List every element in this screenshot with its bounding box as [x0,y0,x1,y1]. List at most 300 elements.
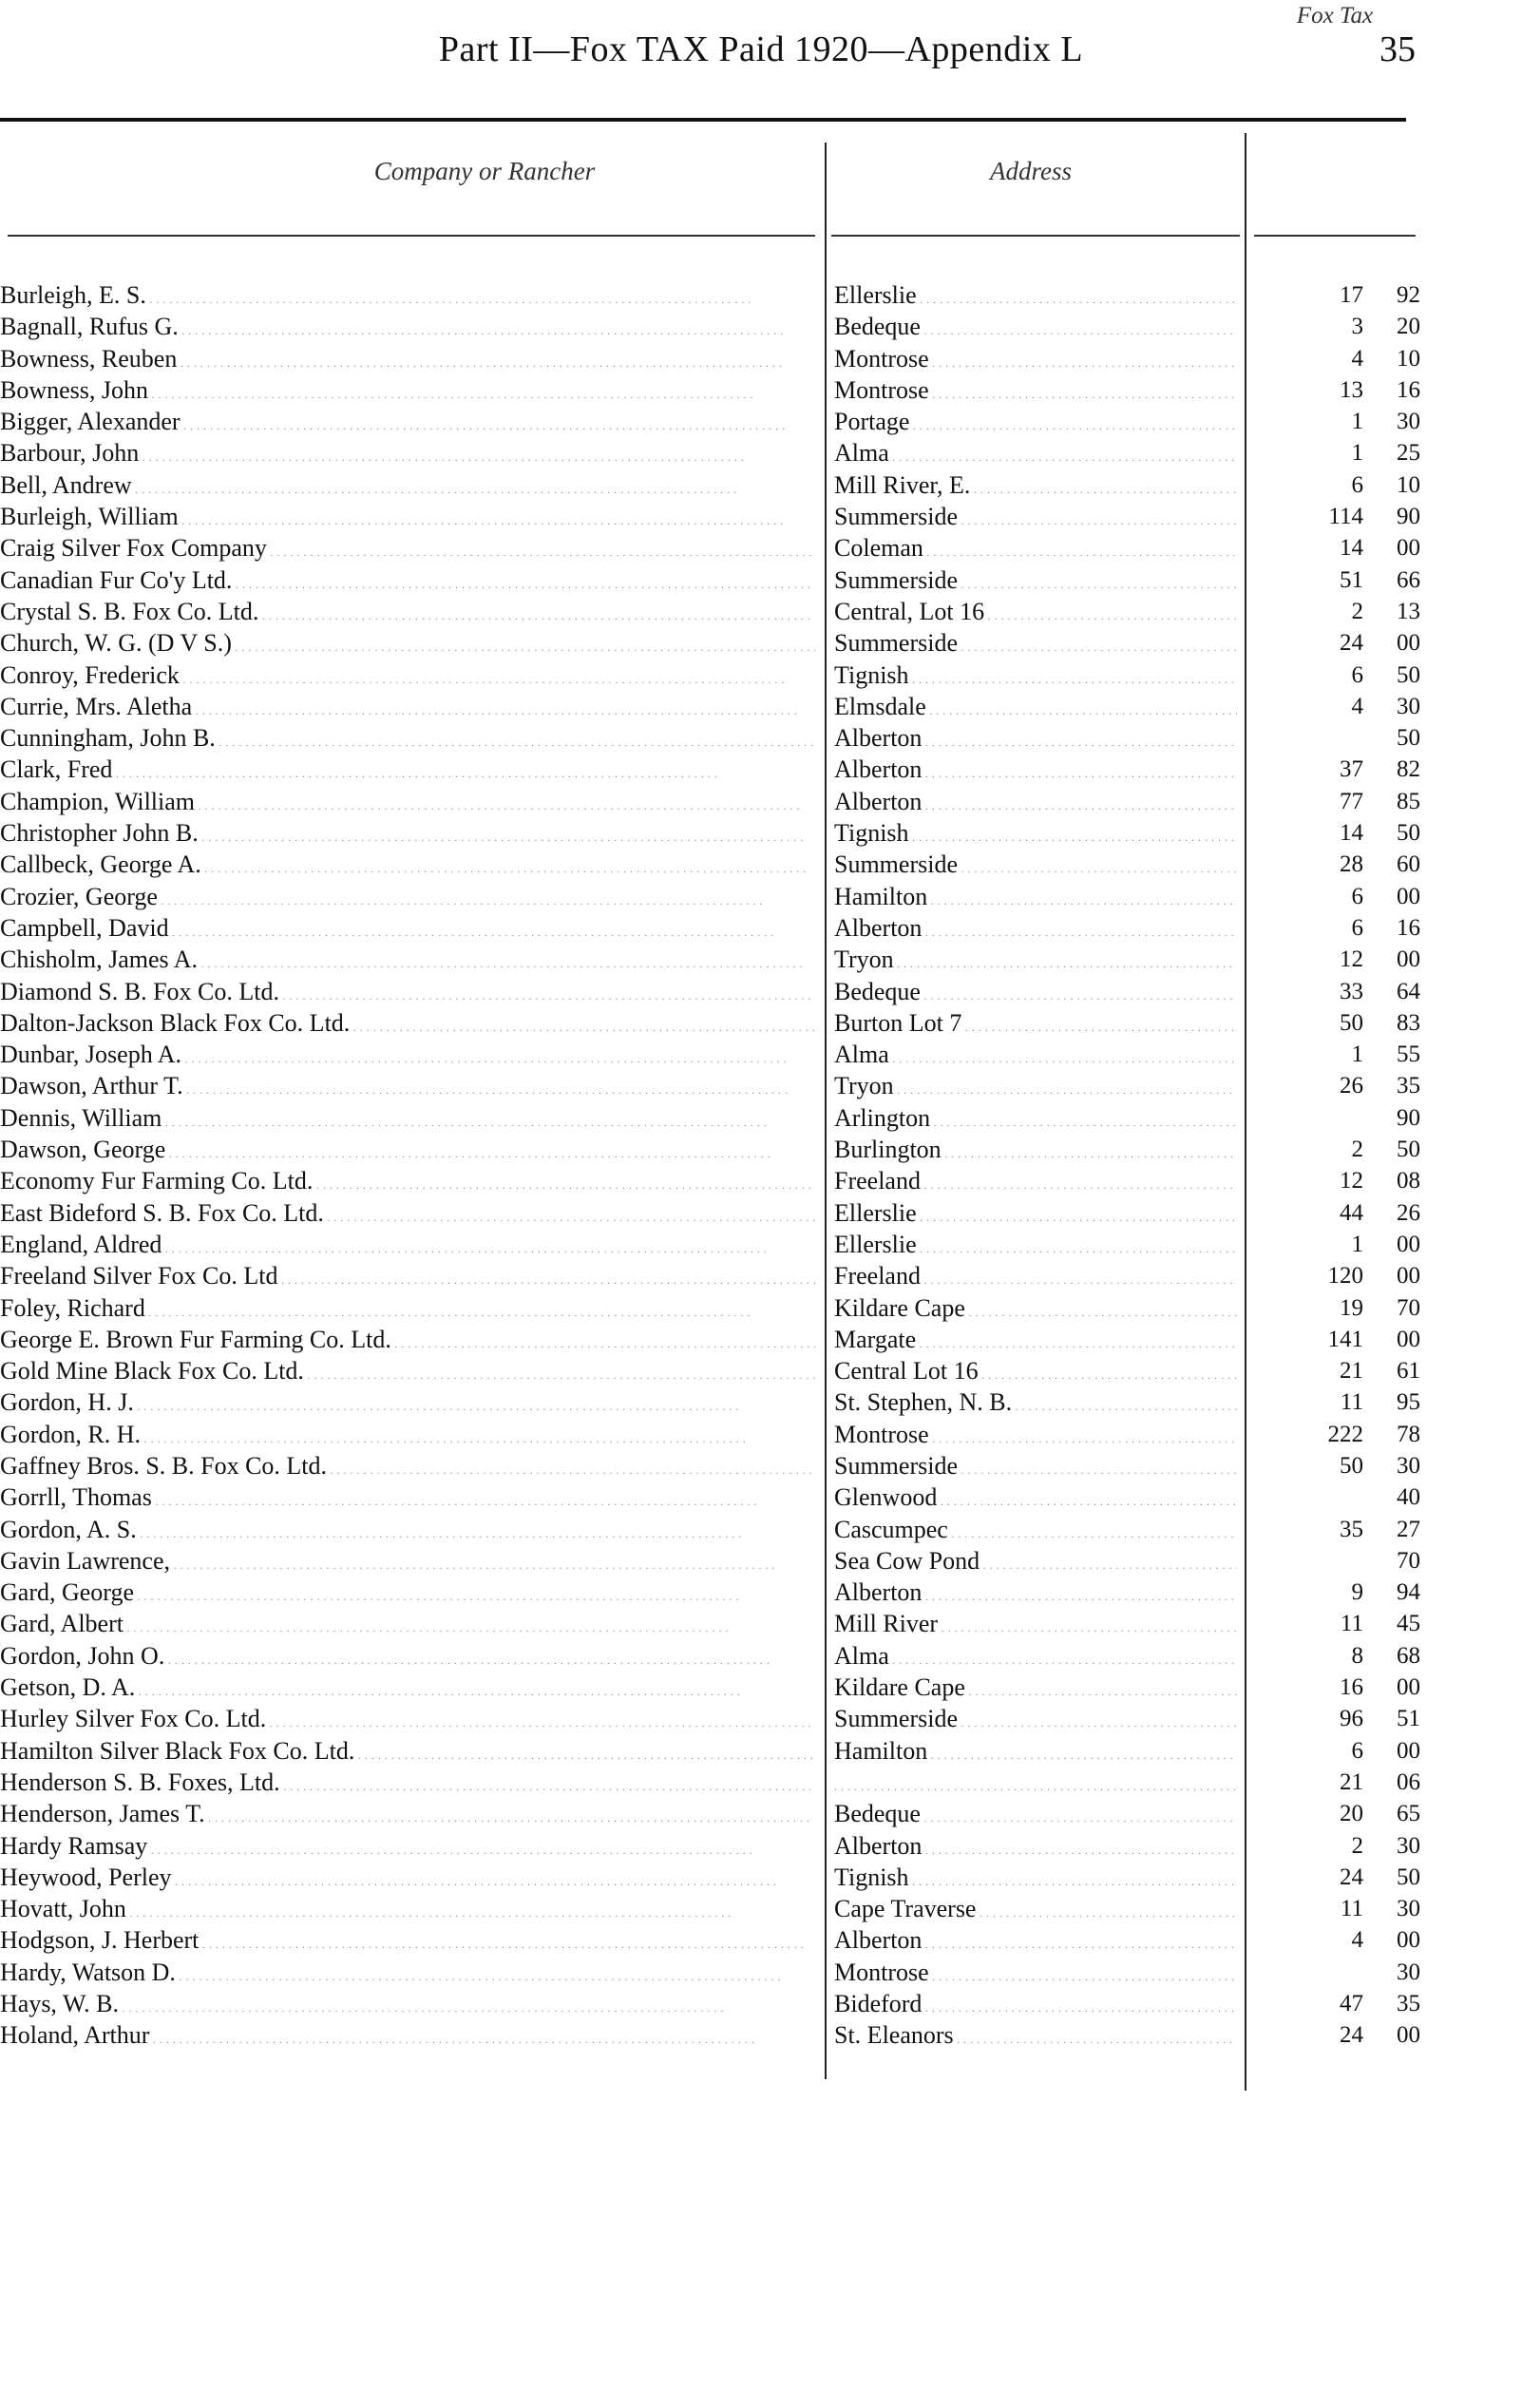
fox-tax-amount [1264,469,1420,501]
tax-cents: 45 [1397,1611,1420,1637]
rancher-address: Ellerslie . . . [834,1197,1237,1233]
tax-dollars: 6 [1351,661,1363,688]
fox-tax-amount [1264,722,1420,754]
rancher-address: Tryon . . . [834,944,1237,980]
table-row [0,1893,1522,1924]
table-row [0,881,1522,912]
tax-cents: 51 [1397,1706,1420,1732]
fox-tax-amount [1264,406,1420,437]
tax-cents: 00 [1397,1674,1420,1701]
fox-tax-amount [1264,374,1420,406]
fox-tax-amount [1264,944,1420,975]
tax-cents: 16 [1397,376,1420,403]
rancher-name: England, Aldred . . . [0,1229,815,1265]
fox-tax-amount [1264,1165,1420,1196]
tax-dollars: 6 [1351,883,1363,909]
rancher-address: Ellerslie . . . [834,1229,1237,1265]
rancher-address: Bedeque . . . [834,1798,1237,1834]
tax-cents: 61 [1397,1358,1420,1385]
fox-tax-amount [1264,1197,1420,1229]
rancher-name: Dawson, George . . . [0,1134,815,1170]
tax-dollars: 6 [1351,914,1363,941]
table-row [0,1070,1522,1101]
fox-tax-amount [1264,659,1420,691]
tax-cents: 60 [1397,851,1420,878]
fox-tax-amount [1264,1545,1420,1577]
tax-cents: 90 [1397,504,1420,530]
table-row [0,1640,1522,1672]
fox-tax-amount [1264,1386,1420,1418]
fox-tax-amount [1264,1039,1420,1070]
rancher-address: Tignish . . . [834,1862,1237,1898]
tax-dollars: 13 [1340,376,1363,403]
tax-dollars: 24 [1340,1863,1363,1890]
table-row [0,1514,1522,1545]
tax-dollars: 1 [1351,1231,1363,1257]
fox-tax-amount [1264,1324,1420,1355]
table-row [0,1386,1522,1418]
rancher-name: Hamilton Silver Black Fox Co. Ltd. . . . [0,1735,815,1771]
tax-cents: 30 [1397,1959,1420,1985]
fox-tax-amount [1264,1292,1420,1324]
rancher-address: Burlington . . . [834,1134,1237,1170]
table-row [0,343,1522,374]
rancher-address: Margate . . . [834,1324,1237,1360]
table-row [0,1798,1522,1829]
rancher-address: Tignish . . . [834,817,1237,853]
tax-dollars: 6 [1351,471,1363,498]
table-row [0,2019,1522,2051]
tax-cents: 65 [1397,1801,1420,1827]
fox-tax-amount [1264,279,1420,311]
table-row [0,437,1522,468]
rancher-name: Hovatt, John . . . [0,1893,815,1929]
tax-cents: 50 [1397,1137,1420,1163]
tax-dollars: 11 [1340,1389,1363,1416]
table-row [0,469,1522,501]
rancher-address: Mill River . . . [834,1608,1237,1644]
column-underline-address [831,235,1240,237]
tax-dollars: 17 [1340,282,1363,308]
rancher-name: Bagnall, Rufus G. . . . [0,311,815,347]
rancher-address: Montrose . . . [834,343,1237,379]
tax-dollars: 4 [1351,345,1363,372]
rancher-address: St. Eleanors . . . [834,2019,1237,2055]
rancher-name: Holand, Arthur . . . [0,2019,815,2055]
tax-cents: 83 [1397,1009,1420,1036]
rancher-address: Summerside . . . [834,501,1237,537]
header-rule [0,118,1406,122]
rancher-name: Craig Silver Fox Company . . . [0,532,815,568]
table-row [0,912,1522,944]
tax-cents: 30 [1397,1452,1420,1479]
table-row [0,1703,1522,1734]
fox-tax-amount [1264,912,1420,944]
fox-tax-amount [1264,1988,1420,2019]
table-row [0,1830,1522,1862]
rancher-name: Champion, William . . . [0,786,815,822]
tax-dollars: 2 [1351,1832,1363,1859]
tax-cents: 16 [1397,914,1420,941]
table-row [0,627,1522,659]
tax-cents: 10 [1397,345,1420,372]
rancher-name: Economy Fur Farming Co. Ltd. . . . [0,1165,815,1201]
table-row [0,1988,1522,2019]
rancher-name: Gordon, H. J. . . . [0,1386,815,1423]
rancher-address: Central, Lot 16 . . . [834,596,1237,632]
table-row [0,1260,1522,1291]
table-row [0,374,1522,406]
tax-cents: 94 [1397,1579,1420,1606]
tax-dollars: 37 [1340,756,1363,783]
table-row [0,786,1522,817]
tax-cents: 00 [1397,535,1420,562]
rancher-name: Clark, Fred . . . [0,754,815,790]
table-row [0,1735,1522,1767]
rancher-name: Hardy, Watson D. . . . [0,1957,815,1993]
tax-dollars: 12 [1340,1168,1363,1194]
tax-dollars: 4 [1351,693,1363,719]
rancher-address: Coleman . . . [834,532,1237,568]
rancher-address: Alma . . . [834,1039,1237,1075]
table-row [0,1419,1522,1450]
tax-cents: 90 [1397,1104,1420,1131]
tax-cents: 26 [1397,1199,1420,1226]
table-row [0,501,1522,532]
table-row [0,1197,1522,1229]
fox-tax-amount [1264,343,1420,374]
rancher-name: East Bideford S. B. Fox Co. Ltd. . . . [0,1197,815,1233]
rancher-name: Bowness, Reuben . . . [0,343,815,379]
table-row [0,1767,1522,1798]
table-row [0,1608,1522,1639]
fox-tax-amount [1264,1640,1420,1672]
table-row [0,1577,1522,1608]
tax-cents: 30 [1397,409,1420,435]
table-row [0,1007,1522,1039]
tax-cents: 25 [1397,440,1420,467]
column-header-company: Company or Rancher [373,157,596,185]
rancher-name: Crystal S. B. Fox Co. Ltd. . . . [0,596,815,632]
tax-dollars: 47 [1340,1991,1363,2017]
fox-tax-amount [1264,1767,1420,1798]
tax-dollars: 77 [1340,788,1363,814]
tax-cents: 00 [1397,883,1420,909]
rancher-address: Alma . . . [834,437,1237,473]
rancher-name: Getson, D. A. . . . [0,1672,815,1708]
tax-dollars: 44 [1340,1199,1363,1226]
table-row [0,659,1522,691]
rancher-name: Henderson S. B. Foxes, Ltd. . . . [0,1767,815,1803]
tax-dollars: 35 [1340,1516,1363,1542]
table-row [0,1165,1522,1196]
fox-tax-amount [1264,564,1420,596]
rancher-address: Alberton . . . [834,722,1237,758]
rancher-name: Currie, Mrs. Aletha . . . [0,691,815,727]
tax-cents: 20 [1397,314,1420,340]
rancher-address: Glenwood . . . [834,1481,1237,1518]
tax-dollars: 24 [1340,2022,1363,2049]
tax-cents: 00 [1397,946,1420,973]
fox-tax-amount [1264,1798,1420,1829]
fox-tax-amount [1264,754,1420,785]
rancher-address: Kildare Cape . . . [834,1292,1237,1328]
rancher-name: Gold Mine Black Fox Co. Ltd. . . . [0,1355,815,1391]
rancher-name: Dalton-Jackson Black Fox Co. Ltd. . . . [0,1007,815,1043]
table-row [0,311,1522,342]
fox-tax-amount [1264,1957,1420,1988]
tax-cents: 50 [1397,820,1420,847]
table-row [0,754,1522,785]
rancher-address: Alberton . . . [834,1577,1237,1613]
tax-cents: 08 [1397,1168,1420,1194]
tax-cents: 10 [1397,471,1420,498]
tax-dollars: 28 [1340,851,1363,878]
tax-cents: 50 [1397,661,1420,688]
tax-dollars: 141 [1327,1326,1363,1352]
fox-tax-amount [1264,1450,1420,1481]
rancher-address: Burton Lot 7 . . . [834,1007,1237,1043]
rancher-name: Gordon, R. H. . . . [0,1419,815,1455]
tax-dollars: 222 [1327,1421,1363,1447]
rancher-address: Summerside . . . [834,1703,1237,1739]
rancher-name: Canadian Fur Co'y Ltd. . . . [0,564,815,601]
fox-tax-amount [1264,311,1420,342]
tax-cents: 64 [1397,978,1420,1004]
fox-tax-amount [1264,1229,1420,1260]
tax-dollars: 21 [1340,1768,1363,1795]
fox-tax-amount [1264,976,1420,1007]
table-row [0,1450,1522,1481]
fox-tax-amount [1264,1608,1420,1639]
table-row [0,1229,1522,1260]
tax-cents: 35 [1397,1991,1420,2017]
fox-tax-amount [1264,786,1420,817]
rancher-name: Bigger, Alexander . . . [0,406,815,442]
rancher-address: Tignish . . . [834,659,1237,696]
tax-dollars: 20 [1340,1801,1363,1827]
fox-tax-amount [1264,437,1420,468]
tax-dollars: 96 [1340,1706,1363,1732]
rancher-name: Gavin Lawrence, . . . [0,1545,815,1581]
rancher-name: Hodgson, J. Herbert . . . [0,1924,815,1960]
table-row [0,1924,1522,1956]
tax-dollars: 14 [1340,535,1363,562]
table-row [0,1292,1522,1324]
rancher-name: Freeland Silver Fox Co. Ltd . . . [0,1260,815,1296]
rancher-address: Kildare Cape . . . [834,1672,1237,1708]
rancher-name: Gordon, John O. . . . [0,1640,815,1676]
rancher-name: Burleigh, E. S. . . . [0,279,815,315]
fox-tax-amount [1264,881,1420,912]
fox-tax-amount [1264,1070,1420,1101]
fox-tax-amount [1264,817,1420,849]
tax-dollars: 50 [1340,1009,1363,1036]
rancher-address: Summerside . . . [834,564,1237,601]
rancher-address: Montrose . . . [834,1957,1237,1993]
tax-dollars: 50 [1340,1452,1363,1479]
fox-tax-amount [1264,627,1420,659]
tax-cents: 85 [1397,788,1420,814]
rancher-name: Church, W. G. (D V S.) . . . [0,627,815,663]
rancher-address: Bedeque . . . [834,311,1237,347]
fox-tax-amount [1264,1007,1420,1039]
column-underline-tax [1254,235,1416,237]
fox-tax-amount [1264,596,1420,627]
rancher-address: Arlington . . . [834,1102,1237,1138]
rancher-name: Hardy Ramsay . . . [0,1830,815,1866]
fox-tax-amount [1264,849,1420,880]
rancher-name: Dawson, Arthur T. . . . [0,1070,815,1106]
rancher-name: Conroy, Frederick . . . [0,659,815,696]
rancher-name: Burleigh, William . . . [0,501,815,537]
tax-cents: 55 [1397,1042,1420,1068]
table-row [0,1134,1522,1165]
rancher-address: Summerside . . . [834,1450,1237,1486]
rancher-address: Alberton . . . [834,1830,1237,1866]
tax-cents: 00 [1397,1927,1420,1954]
table-row [0,691,1522,722]
rancher-name: Bell, Andrew . . . [0,469,815,506]
rancher-address: Ellerslie . . . [834,279,1237,315]
table-row [0,1957,1522,1988]
tax-dollars: 1 [1351,1042,1363,1068]
table-row [0,1324,1522,1355]
fox-tax-amount [1264,1481,1420,1513]
table-row [0,944,1522,975]
tax-dollars: 2 [1351,1137,1363,1163]
rancher-name: Hays, W. B. . . . [0,1988,815,2024]
fox-tax-amount [1264,532,1420,564]
tax-cents: 30 [1397,1896,1420,1922]
fox-tax-amount [1264,501,1420,532]
table-row [0,1039,1522,1070]
rancher-address: Portage . . . [834,406,1237,442]
rancher-address: Freeland . . . [834,1165,1237,1201]
rancher-name: Barbour, John . . . [0,437,815,473]
rancher-address: Freeland . . . [834,1260,1237,1296]
rancher-address: St. Stephen, N. B. . . . [834,1386,1237,1423]
rancher-address: Cape Traverse . . . [834,1893,1237,1929]
rancher-address: Alma . . . [834,1640,1237,1676]
rancher-address: Alberton . . . [834,786,1237,822]
table-row [0,596,1522,627]
table-row [0,1862,1522,1893]
tax-cents: 95 [1397,1389,1420,1416]
rancher-address: Bideford . . . [834,1988,1237,2024]
tax-cents: 35 [1397,1073,1420,1099]
fox-tax-amount [1264,1514,1420,1545]
tax-dollars: 16 [1340,1674,1363,1701]
rancher-address: Mill River, E. . . . [834,469,1237,506]
tax-cents: 30 [1397,693,1420,719]
table-row [0,976,1522,1007]
table-row [0,1481,1522,1513]
rancher-name: Gordon, A. S. . . . [0,1514,815,1550]
tax-cents: 00 [1397,1231,1420,1257]
rancher-name: George E. Brown Fur Farming Co. Ltd. . . . [0,1324,815,1360]
tax-cents: 00 [1397,1737,1420,1764]
tax-cents: 13 [1397,598,1420,624]
page-title: Part II—Fox TAX Paid 1920—Appendix L [438,29,1084,69]
tax-cents: 92 [1397,282,1420,308]
table-row [0,1355,1522,1386]
fox-tax-amount [1264,1703,1420,1734]
tax-cents: 27 [1397,1516,1420,1542]
tax-dollars: 1 [1351,440,1363,467]
tax-dollars: 120 [1327,1263,1363,1290]
rancher-address: Summerside . . . [834,627,1237,663]
tax-dollars: 11 [1340,1611,1363,1637]
rancher-name: Gard, George . . . [0,1577,815,1613]
rancher-address: Alberton . . . [834,1924,1237,1960]
column-underline-company [8,235,815,237]
rancher-address: Montrose . . . [834,374,1237,411]
rancher-address: Cascumpec . . . [834,1514,1237,1550]
rancher-address [834,1767,1237,1803]
rancher-name: Diamond S. B. Fox Co. Ltd. . . . [0,976,815,1012]
table-row [0,722,1522,754]
tax-dollars: 12 [1340,946,1363,973]
rancher-name: Dunbar, Joseph A. . . . [0,1039,815,1075]
rancher-name: Gaffney Bros. S. B. Fox Co. Ltd. . . . [0,1450,815,1486]
rancher-address: Central Lot 16 . . . [834,1355,1237,1391]
tax-dollars: 114 [1328,504,1363,530]
tax-dollars: 3 [1351,314,1363,340]
fox-tax-amount [1264,1102,1420,1134]
tax-cents: 06 [1397,1768,1420,1795]
tax-cents: 00 [1397,630,1420,657]
table-row [0,817,1522,849]
fox-tax-amount [1264,1577,1420,1608]
rancher-name: Gard, Albert . . . [0,1608,815,1644]
rancher-address: Montrose . . . [834,1419,1237,1455]
table-row [0,564,1522,596]
tax-cents: 00 [1397,1326,1420,1352]
fox-tax-amount [1264,1830,1420,1862]
rancher-name: Callbeck, George A. . . . [0,849,815,885]
tax-dollars: 1 [1351,409,1363,435]
table-row [0,1545,1522,1577]
tax-dollars: 51 [1340,566,1363,593]
rancher-name: Henderson, James T. . . . [0,1798,815,1834]
rancher-name: Chisholm, James A. . . . [0,944,815,980]
tax-dollars: 2 [1351,598,1363,624]
fox-tax-amount [1264,1672,1420,1703]
fox-tax-amount [1264,2019,1420,2051]
table-row [0,406,1522,437]
tax-dollars: 14 [1340,820,1363,847]
tax-cents: 00 [1397,2022,1420,2049]
rancher-name: Gorrll, Thomas . . . [0,1481,815,1518]
rancher-name: Hurley Silver Fox Co. Ltd. . . . [0,1703,815,1739]
rancher-name: Dennis, William . . . [0,1102,815,1138]
rancher-address: Sea Cow Pond . . . [834,1545,1237,1581]
rancher-address: Summerside . . . [834,849,1237,885]
table-row [0,1102,1522,1134]
rancher-address: Bedeque . . . [834,976,1237,1012]
rancher-address: Hamilton . . . [834,1735,1237,1771]
tax-cents: 78 [1397,1421,1420,1447]
rancher-name: Bowness, John . . . [0,374,815,411]
tax-cents: 00 [1397,1263,1420,1290]
tax-dollars: 4 [1351,1927,1363,1954]
fox-tax-amount [1264,1355,1420,1386]
table-row [0,532,1522,564]
tax-cents: 50 [1397,725,1420,752]
rancher-name: Heywood, Perley . . . [0,1862,815,1898]
tax-dollars: 26 [1340,1073,1363,1099]
